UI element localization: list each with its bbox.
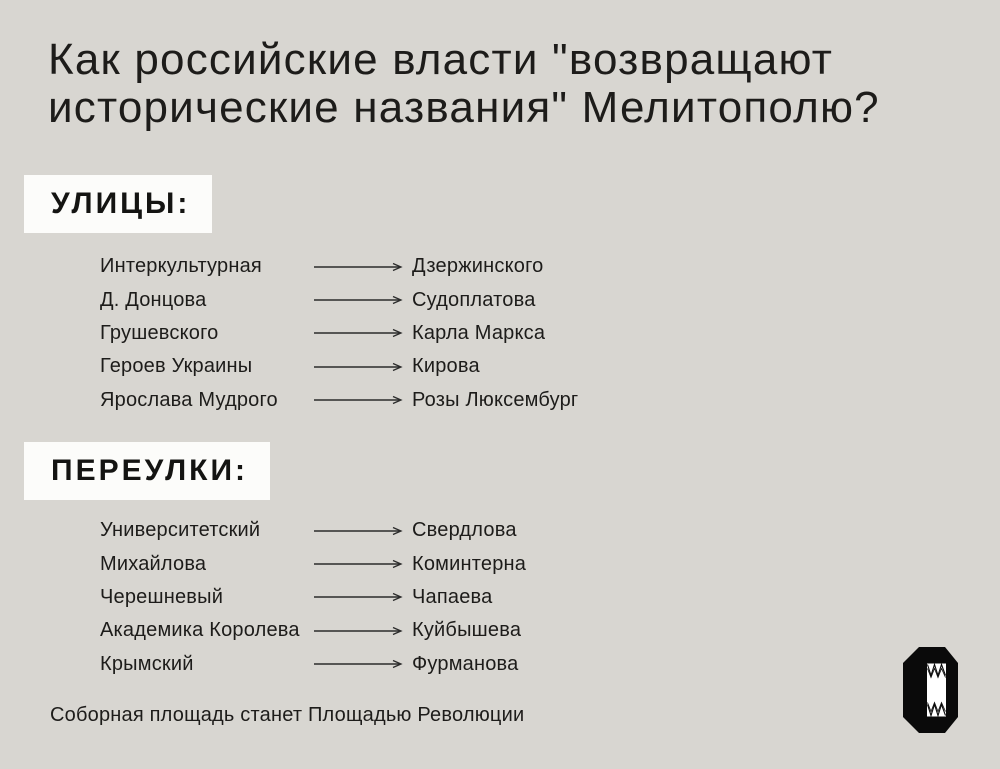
- new-street-name: Судоплатова: [412, 288, 536, 311]
- rename-row: [100, 283, 578, 316]
- arrow-right-icon: [312, 591, 412, 603]
- new-street-name: Фурманова: [412, 652, 519, 675]
- new-street-name: Коминтерна: [412, 552, 527, 575]
- new-street-name: Розы Люксембург: [412, 388, 579, 411]
- arrow-right-icon: [312, 327, 412, 339]
- section-label-lanes: ПЕРЕУЛКИ:: [24, 442, 270, 500]
- old-street-name: Михайлова: [100, 552, 207, 575]
- section-label-streets: УЛИЦЫ:: [24, 175, 212, 233]
- poster-title-line-1: Как российские власти "возвращают: [48, 35, 834, 84]
- old-street-name: Крымский: [100, 652, 194, 675]
- old-street-name: Героев Украины: [100, 355, 253, 378]
- arrow-right-icon: [312, 625, 412, 637]
- old-street-name: Грушевского: [100, 321, 219, 344]
- arrow-right-icon: [312, 558, 412, 570]
- arrow-right-icon: [312, 394, 412, 406]
- arrow-right-icon: [312, 525, 412, 537]
- rename-row: [100, 317, 578, 350]
- new-street-name: Чапаева: [412, 585, 493, 608]
- rename-row: [100, 350, 578, 383]
- old-street-name: Ярослава Мудрого: [100, 388, 278, 411]
- new-street-name: Свердлова: [412, 519, 517, 542]
- arrow-right-icon: [312, 361, 412, 373]
- o-monogram-logo: [903, 647, 958, 733]
- old-street-name: Академика Королева: [100, 619, 300, 642]
- old-street-name: Университетский: [100, 519, 261, 542]
- arrow-right-icon: [312, 294, 412, 306]
- arrow-right-icon: [312, 658, 412, 670]
- rename-row: [100, 614, 526, 647]
- old-street-name: Интеркультурная: [100, 255, 262, 278]
- arrow-right-icon: [312, 261, 412, 273]
- new-street-name: Куйбышева: [412, 619, 522, 642]
- rename-row: [100, 581, 526, 614]
- old-street-name: Черешневый: [100, 585, 224, 608]
- rename-row: [100, 547, 526, 580]
- rename-row: [100, 648, 526, 681]
- o-monogram-icon: [903, 647, 958, 733]
- rename-row: [100, 384, 578, 417]
- lanes-rename-list: [100, 514, 526, 681]
- poster-title: [48, 36, 880, 132]
- rename-row: [100, 250, 578, 283]
- poster-title-line-2: исторические названия" Мелитополю?: [48, 83, 880, 132]
- old-street-name: Д. Донцова: [100, 288, 207, 311]
- streets-rename-list: [100, 250, 578, 417]
- new-street-name: Карла Маркса: [412, 321, 546, 344]
- square-rename-note: Соборная площадь станет Площадью Революции: [50, 704, 525, 726]
- new-street-name: Кирова: [412, 355, 480, 378]
- rename-row: [100, 514, 526, 547]
- new-street-name: Дзержинского: [412, 255, 544, 278]
